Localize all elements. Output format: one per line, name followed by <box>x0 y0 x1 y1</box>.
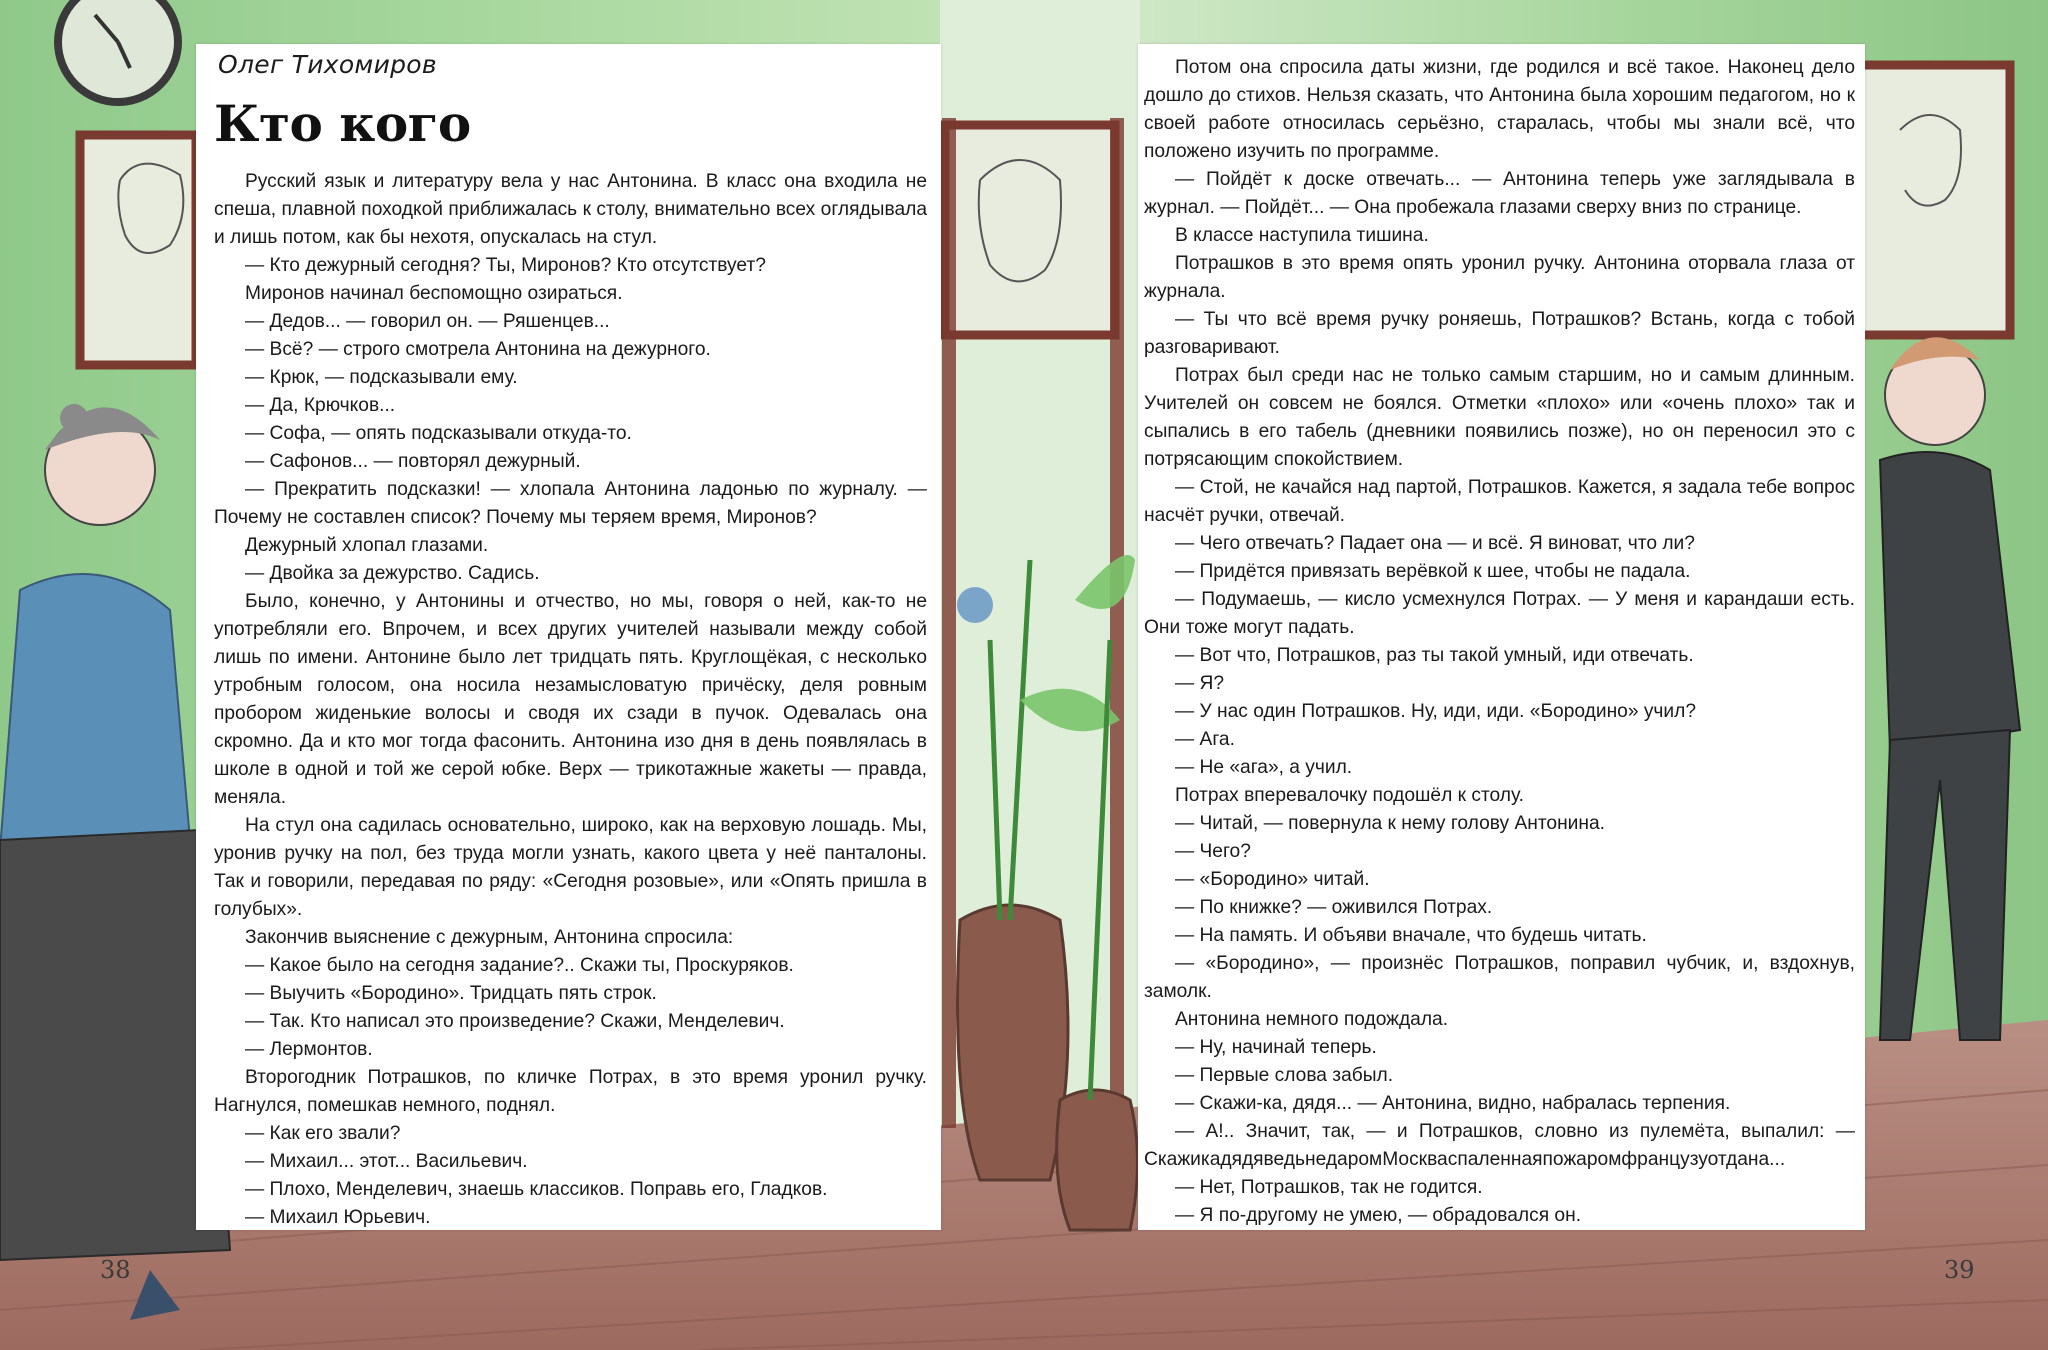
page-number-right: 39 <box>1944 1256 1975 1284</box>
paragraph: — Пойдёт к доске отвечать... — Антонина теперь уже заглядывала в журнал. — Пойдёт... — Она пробежала глазами сверху вниз по странице. <box>1144 169 1855 218</box>
paragraph: — Ты что всё время ручку роняешь, Потрашков? Встань, когда с тобой разговаривают. <box>1144 309 1855 358</box>
paragraph: — Чего отвечать? Падает она — и всё. Я виноват, что ли? <box>1175 533 1695 554</box>
paragraph: — Лермонтов. <box>245 1039 373 1060</box>
paragraph: — У нас один Потрашков. Ну, иди, иди. «Бородино» учил? <box>1175 701 1697 722</box>
paragraph: — Софа, — опять подсказывали откуда-то. <box>245 423 632 444</box>
paragraph: — Крюк, — подсказывали ему. <box>245 367 518 388</box>
paragraph: Второгодник Потрашков, по кличке Потрах, в это время уронил ручку. Нагнулся, помешкав немного, поднял. <box>214 1067 927 1116</box>
right-page-body <box>1144 54 1855 1230</box>
paragraph: — Так. Кто написал это произведение? Скажи, Менделевич. <box>245 1011 785 1032</box>
right-page-text-panel <box>1138 44 1865 1230</box>
paragraph: Закончив выяснение с дежурным, Антонина спросила: <box>245 927 734 948</box>
paragraph: — По книжке? — оживился Потрах. <box>1175 897 1493 918</box>
paragraph: — Михаил Юрьевич. <box>245 1207 431 1228</box>
paragraph: Русский язык и литературу вела у нас Антонина. В класс она входила не спеша, плавной походкой приближалась к столу, внимательно всех оглядывала и лишь потом, как бы нехотя, опускалась на стул. <box>214 171 927 248</box>
paragraph: Потом она спросила даты жизни, где родился и всё такое. Наконец дело дошло до стихов. Нельзя сказать, что Антонина была хорошим педагогом, но к своей работе относилась серьёзно, старалась, чтобы мы знали всё, что положено изучить по программе. <box>1144 57 1855 162</box>
paragraph: — Всё? — строго смотрела Антонина на дежурного. <box>245 339 711 360</box>
paragraph: — Плохо, Менделевич, знаешь классиков. Поправь его, Гладков. <box>245 1179 828 1200</box>
clock-icon <box>58 0 178 102</box>
paragraph: — Как его звали? <box>245 1123 401 1144</box>
paragraph: — Чего? <box>1175 841 1251 862</box>
paragraph: — Стой, не качайся над партой, Потрашков. Кажется, я задала тебе вопрос насчёт ручки, отвечай. <box>1144 477 1855 526</box>
paragraph: — «Бородино» читай. <box>1175 869 1370 890</box>
paragraph: — На память. И объяви вначале, что будешь читать. <box>1175 925 1647 946</box>
paragraph: — Скажи-ка, дядя... — Антонина, видно, набралась терпения. <box>1175 1093 1731 1114</box>
paragraph: — Первые слова забыл. <box>1175 1065 1394 1086</box>
author-name: Олег Тихомиров <box>218 50 437 79</box>
paragraph: — Кто дежурный сегодня? Ты, Миронов? Кто отсутствует? <box>245 255 766 276</box>
paragraph: — Прекратить подсказки! — хлопала Антонина ладонью по журналу. — Почему не составлен список? Почему мы теряем время, Миронов? <box>214 479 927 528</box>
paragraph: Дежурный хлопал глазами. <box>245 535 489 556</box>
paragraph: — Вот что, Потрашков, раз ты такой умный, иди отвечать. <box>1175 645 1694 666</box>
page-number-left: 38 <box>100 1256 131 1284</box>
paragraph: — Читай, — повернула к нему голову Антонина. <box>1175 813 1605 834</box>
portrait-frame-right <box>1860 65 2010 335</box>
paragraph: — Я по-другому не умею, — обрадовался он. <box>1175 1205 1582 1226</box>
paragraph: Антонина немного подождала. <box>1175 1009 1449 1030</box>
paragraph: — Подумаешь, — кисло усмехнулся Потрах. — У меня и карандаши есть. Они тоже могут падать. <box>1144 589 1855 638</box>
portrait-frame-center <box>945 125 1115 335</box>
paragraph: — Нет, Потрашков, так не годится. <box>1175 1177 1483 1198</box>
paragraph: На стул она садилась основательно, широко, как на верховую лошадь. Мы, уронив ручку на пол, без труда могли узнать, какого цвета у неё панталоны. Так и говорили, передавая по ряду: «Сегодня розовые», или «Опять пришла в голубых». <box>214 815 927 920</box>
paragraph: — Не «ага», а учил. <box>1175 757 1353 778</box>
paragraph: — Ну, начинай теперь. <box>1175 1037 1377 1058</box>
paragraph: — Да, Крючков... <box>245 395 396 416</box>
paragraph: — Ага. <box>1175 729 1235 750</box>
paragraph: — Сафонов... — повторял дежурный. <box>245 451 581 472</box>
paragraph: Потрашков в это время опять уронил ручку. Антонина оторвала глаза от журнала. <box>1144 253 1855 302</box>
paragraph: — «Бородино», — произнёс Потрашков, поправил чубчик, и, вздохнув, замолк. <box>1144 953 1855 1002</box>
paragraph: — А!.. Значит, так, — и Потрашков, словно из пулемёта, выпалил: — СкажикадядяведьнедаромМоскваспаленнаяпожаромфранцузуотдана... <box>1144 1121 1855 1170</box>
portrait-frame-left <box>80 135 196 365</box>
left-page-text-panel <box>196 44 941 1230</box>
paragraph: Миронов начинал беспомощно озираться. <box>245 283 623 304</box>
paragraph: В классе наступила тишина. <box>1175 225 1429 246</box>
paragraph: — Выучить «Бородино». Тридцать пять строк. <box>245 983 657 1004</box>
paragraph: — Придётся привязать верёвкой к шее, чтобы не падала. <box>1175 561 1691 582</box>
paragraph: — Двойка за дежурство. Садись. <box>245 563 540 584</box>
paragraph: — Михаил... этот... Васильевич. <box>245 1151 528 1172</box>
story-title: Кто кого <box>214 94 471 153</box>
paragraph: Было, конечно, у Антонины и отчество, но мы, говоря о ней, как-то не употребляли его. Впрочем, и всех других учителей называли между собой лишь по имени. Антонине было лет тридцать пять. Круглощёкая, с несколько утробным голосом, она носила незамысловатую причёску, деля ровным пробором жиденькие волосы и сводя их сзади в пучок. Одевалась она скромно. Да и кто мог тогда фасонить. Антонина изо дня в день появлялась в школе в одной и той же серой юбке. Верх — трикотажные жакеты — правда, меняла. <box>214 591 927 808</box>
left-page-body <box>214 168 927 1232</box>
paragraph: — Я? <box>1175 673 1225 694</box>
paragraph: — Дедов... — говорил он. — Ряшенцев... <box>245 311 610 332</box>
paragraph: Потрах вперевалочку подошёл к столу. <box>1175 785 1524 806</box>
paragraph: Потрах был среди нас не только самым старшим, но и самым длинным. Учителей он совсем не боялся. Отметки «плохо» или «очень плохо» так и сыпались в его табель (дневники появились позже), но он переносил это с потрясающим спокойствием. <box>1144 365 1855 470</box>
paragraph: — Какое было на сегодня задание?.. Скажи ты, Проскуряков. <box>245 955 794 976</box>
